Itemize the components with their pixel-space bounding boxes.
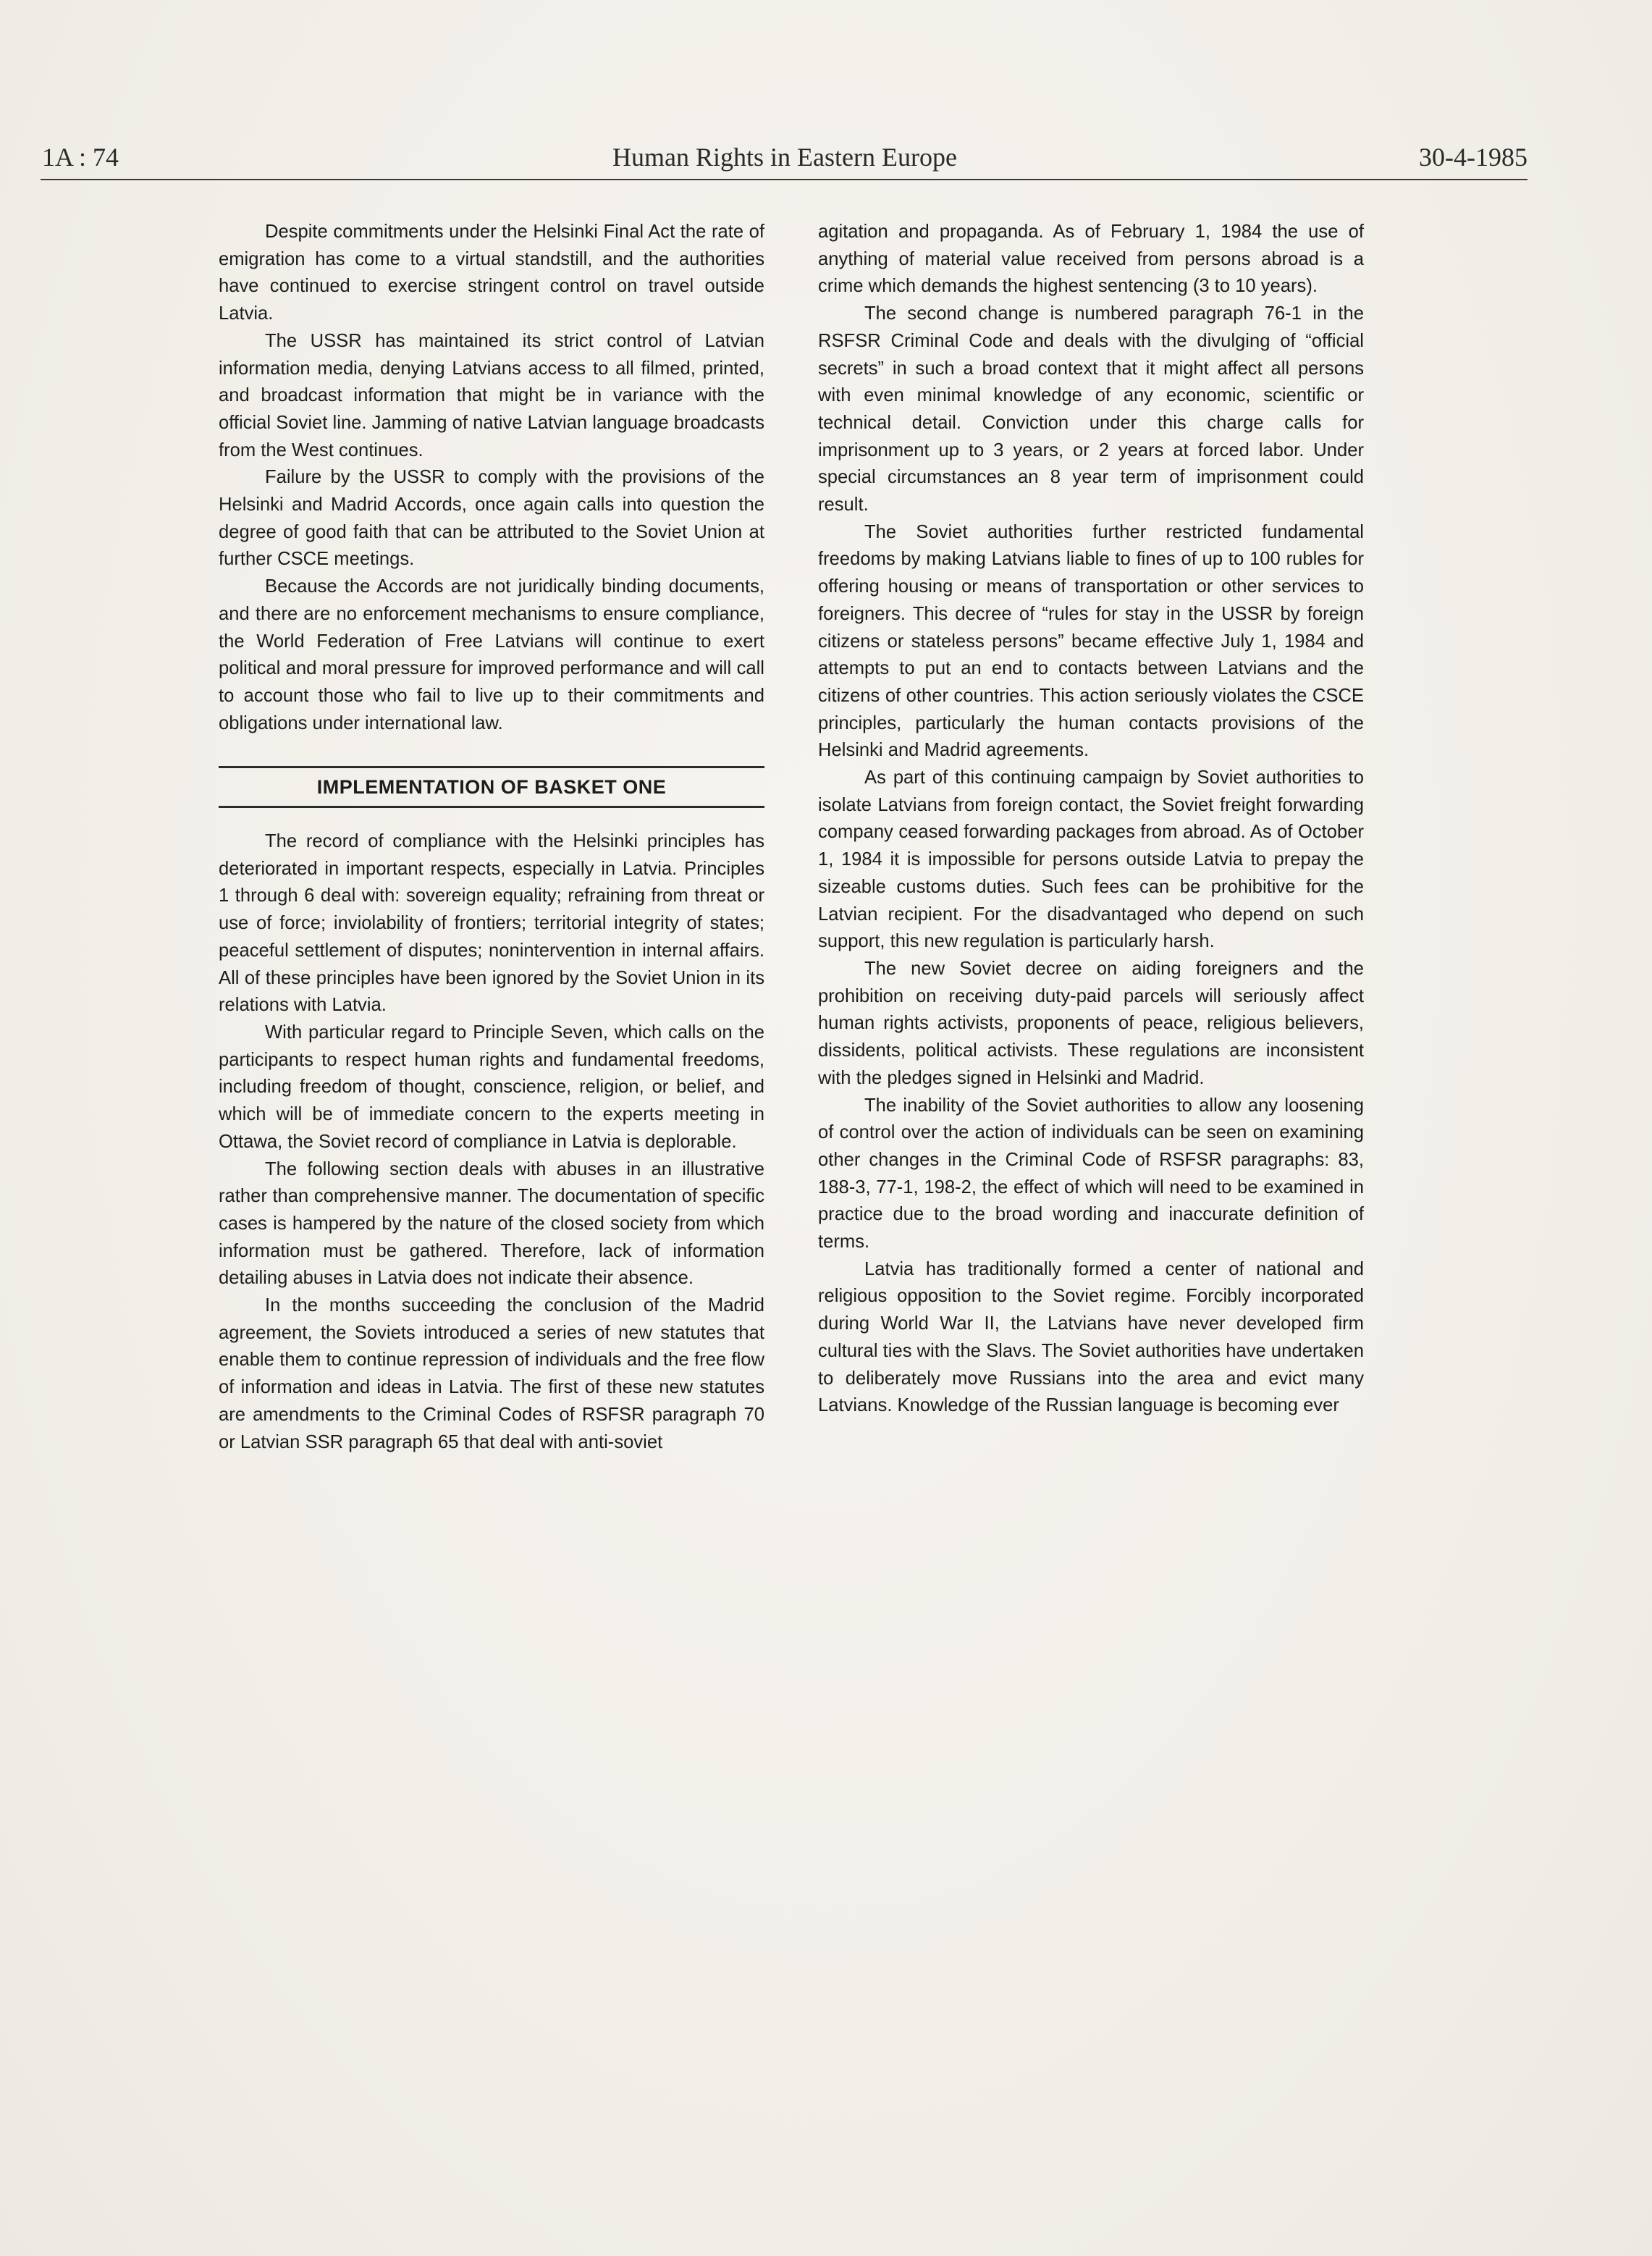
paragraph: The inability of the Soviet authorities to allow any loosening of control over the action of individuals can be seen on examining other changes in the Criminal Code of RSFSR paragraphs: 83, 188-3, 77-1, 198-2, the effect of which will need to be examined in practice due to the broad wording and inaccurate definition of terms. (818, 1095, 1364, 1253)
paragraph: The new Soviet decree on aiding foreigners and the prohibition on receiving duty-paid parcels will seriously affect human rights activists, proponents of peace, religious believers, dissidents, political activists. These regulations are inconsistent with the pledges signed in Helsinki and Madrid. (818, 958, 1364, 1088)
paragraph-continuation: agitation and propaganda. As of February 1, 1984 the use of anything of material value received from persons abroad is a crime which demands the highest sentencing (3 to 10 years). (818, 222, 1364, 297)
paragraph: In the months succeeding the conclusion of the Madrid agreement, the Soviets introduced a series of new statutes that enable them to continue repression of individuals and the free flow of information and ideas in Latvia. The first of these new statutes are amendments to the Criminal Codes of RSFSR paragraph 70 or Latvian SSR paragraph 65 that deal with anti-soviet (219, 1295, 764, 1452)
left-column (219, 219, 764, 1456)
paragraph: With particular regard to Principle Seven, which calls on the participants to respect human rights and fundamental freedoms, including freedom of thought, conscience, religion, or belief, and which will be of immediate concern to the experts meeting in Ottawa, the Soviet record of compliance in Latvia is deplorable. (219, 1022, 764, 1152)
paragraph: The record of compliance with the Helsinki principles has deteriorated in important respects, especially in Latvia. Principles 1 through 6 deal with: sovereign equality; refraining from threat or use of force; inviolability of frontiers; territorial integrity of states; peaceful settlement of disputes; nonintervention in internal affairs. All of these principles have been ignored by the Soviet Union in its relations with Latvia. (219, 831, 764, 1016)
section-heading: IMPLEMENTATION OF BASKET ONE (219, 766, 764, 808)
page-number: 1A : 74 (42, 143, 119, 172)
paragraph: Latvia has traditionally formed a center of national and religious opposition to the Soviet regime. Forcibly incorporated during World War II, the Latvians have never developed firm cultural ties with the Slavs. The Soviet authorities have undertaken to deliberately move Russians into the area and evict many Latvians. Knowledge of the Russian language is becoming ever (818, 1258, 1364, 1416)
issue-date: 30-4-1985 (1419, 143, 1527, 172)
right-column (818, 219, 1364, 1420)
paragraph: Failure by the USSR to comply with the provisions of the Helsinki and Madrid Accords, once again calls into question the degree of good faith that can be attributed to the Soviet Union at further CSCE meetings. (219, 467, 764, 570)
paragraph: The USSR has maintained its strict control of Latvian information media, denying Latvians access to all filmed, printed, and broadcast information that might be in variance with the official Soviet line. Jamming of native Latvian language broadcasts from the West continues. (219, 330, 764, 460)
paragraph: Because the Accords are not juridically binding documents, and there are no enforcement mechanisms to ensure compliance, the World Federation of Free Latvians will continue to exert political and moral pressure for improved performance and will call to account those who fail to live up to their commitments and obligations under international law. (219, 576, 764, 733)
paragraph: The second change is numbered paragraph 76-1 in the RSFSR Criminal Code and deals with the divulging of “official secrets” in such a broad context that it might affect all persons with even minimal knowledge of any economic, scientific or technical detail. Conviction under this charge calls for imprisonment up to 3 years, or 2 years at forced labor. Under special circumstances an 8 year term of imprisonment could result. (818, 303, 1364, 515)
paragraph: The following section deals with abuses in an illustrative rather than comprehensive manner. The documentation of specific cases is hampered by the nature of the closed society from which information must be gathered. Therefore, lack of information detailing abuses in Latvia does not indicate their absence. (219, 1158, 764, 1289)
paragraph: As part of this continuing campaign by Soviet authorities to isolate Latvians from foreign contact, the Soviet freight forwarding company ceased forwarding packages from abroad. As of October 1, 1984 it is impossible for persons outside Latvia to prepay the sizeable customs duties. Such fees can be prohibitive for the Latvian recipient. For the disadvantaged who depend on such support, this new regulation is particularly harsh. (818, 767, 1364, 952)
header-rule (41, 179, 1527, 180)
journal-title: Human Rights in Eastern Europe (612, 143, 957, 172)
paragraph: Despite commitments under the Helsinki Final Act the rate of emigration has come to a virtual standstill, and the authorities have continued to exercise stringent control on travel outside Latvia. (219, 222, 764, 324)
paragraph: The Soviet authorities further restricted fundamental freedoms by making Latvians liable to fines of up to 100 rubles for offering housing or means of transportation or other services to foreigners. This decree of “rules for stay in the USSR by foreign citizens or stateless persons” became effective July 1, 1984 and attempts to put an end to contacts between Latvians and the citizens of other countries. This action seriously violates the CSCE principles, particularly the human contacts provisions of the Helsinki and Madrid agreements. (818, 521, 1364, 761)
running-header (42, 142, 1527, 178)
